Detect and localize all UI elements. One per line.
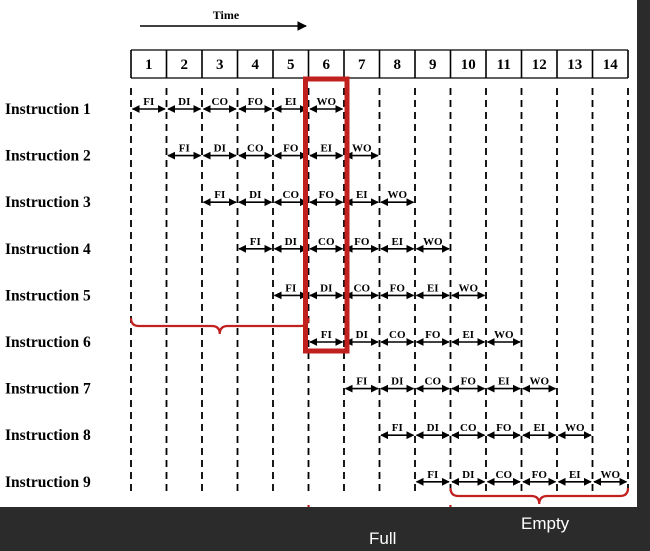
stage-label-wo: WO	[458, 282, 479, 295]
stage-label-ei: EI	[462, 329, 475, 341]
instruction-label: Instruction 9	[5, 473, 91, 491]
fill-phase-brace	[131, 318, 309, 334]
stage-label-fi: FI	[320, 329, 332, 341]
stage-label-di: DI	[355, 329, 368, 341]
cycle-number-13: 13	[567, 57, 583, 73]
stage-label-ei: EI	[391, 235, 404, 248]
stage-label-co: CO	[353, 282, 370, 295]
stage-label-wo: WO	[529, 375, 550, 388]
stage-label-fo: FO	[496, 422, 512, 435]
cycle-number-6: 6	[322, 57, 330, 73]
stage-label-fo: FO	[354, 235, 370, 248]
stage-label-di: DI	[178, 96, 191, 108]
instruction-label: Instruction 4	[5, 240, 91, 258]
stage-label-wo: WO	[564, 422, 585, 435]
empty-caption: Empty	[521, 514, 570, 533]
stage-label-ei: EI	[284, 96, 297, 108]
empty-phase-brace	[451, 488, 629, 504]
instruction-row	[5, 236, 449, 258]
stage-label-fo: FO	[389, 282, 405, 295]
cycle-number-14: 14	[602, 57, 618, 73]
stage-label-ei: EI	[497, 375, 510, 388]
highlight-box	[306, 79, 348, 351]
stage-label-di: DI	[320, 282, 333, 295]
stage-label-ei: EI	[568, 468, 581, 481]
instruction-label: Instruction 3	[5, 194, 91, 212]
time-label: Time	[212, 8, 240, 22]
full-phase-brace	[309, 505, 451, 507]
stage-label-co: CO	[495, 468, 512, 481]
instruction-row	[5, 96, 343, 118]
stage-label-fo: FO	[283, 142, 299, 155]
instruction-label: Instruction 2	[5, 147, 91, 165]
stage-label-ei: EI	[533, 422, 546, 435]
instruction-row	[5, 329, 520, 351]
stage-label-fi: FI	[391, 422, 403, 435]
stage-label-ei: EI	[355, 189, 368, 202]
stage-label-di: DI	[284, 235, 297, 248]
full-caption: Full	[369, 529, 397, 548]
instruction-label: Instruction 1	[5, 101, 91, 118]
stage-label-fo: FO	[318, 189, 334, 202]
instruction-row	[5, 422, 591, 444]
stage-label-di: DI	[249, 189, 262, 202]
instruction-label: Instruction 5	[5, 287, 91, 305]
stage-label-di: DI	[462, 468, 475, 481]
instruction-row	[5, 282, 485, 304]
cycle-number-4: 4	[251, 57, 259, 73]
stage-label-fi: FI	[214, 189, 226, 202]
stage-label-fo: FO	[247, 96, 263, 108]
stage-label-wo: WO	[600, 468, 621, 481]
stage-label-fi: FI	[249, 235, 261, 248]
stage-label-fi: FI	[178, 142, 190, 155]
cycle-number-7: 7	[358, 57, 366, 73]
stage-label-co: CO	[424, 375, 441, 388]
cycle-number-12: 12	[531, 57, 547, 73]
stage-label-fi: FI	[143, 96, 155, 108]
instruction-row	[5, 376, 556, 398]
stage-label-wo: WO	[422, 235, 443, 248]
instruction-label: Instruction 6	[5, 334, 91, 351]
stage-label-fi: FI	[356, 375, 368, 388]
stage-label-fo: FO	[425, 329, 441, 341]
stage-label-co: CO	[389, 329, 406, 341]
stage-label-wo: WO	[351, 142, 372, 155]
stage-label-di: DI	[391, 375, 404, 388]
stage-label-co: CO	[460, 422, 477, 435]
cycle-number-1: 1	[145, 57, 153, 73]
stage-label-ei: EI	[320, 142, 333, 155]
stage-label-wo: WO	[493, 329, 514, 341]
instruction-row	[5, 143, 378, 165]
stage-label-fo: FO	[531, 468, 547, 481]
cycle-number-10: 10	[460, 57, 476, 73]
stage-label-fo: FO	[460, 375, 476, 388]
stage-label-co: CO	[282, 189, 299, 202]
stage-label-wo: WO	[316, 96, 337, 108]
cycle-number-3: 3	[216, 57, 224, 73]
cycle-number-11: 11	[496, 57, 511, 73]
stage-label-wo: WO	[387, 189, 408, 202]
stage-label-fi: FI	[285, 282, 297, 295]
cycle-number-9: 9	[429, 57, 437, 73]
cycle-number-8: 8	[393, 57, 401, 73]
stage-label-di: DI	[213, 142, 226, 155]
instruction-row	[5, 469, 627, 491]
cycle-number-2: 2	[180, 57, 188, 73]
stage-label-di: DI	[426, 422, 439, 435]
instruction-label: Instruction 8	[5, 427, 91, 445]
stage-label-co: CO	[318, 235, 335, 248]
stage-label-co: CO	[247, 142, 264, 155]
cycle-number-5: 5	[287, 57, 295, 73]
stage-label-fi: FI	[427, 468, 439, 481]
stage-label-ei: EI	[426, 282, 439, 295]
instruction-row	[5, 189, 414, 211]
stage-label-co: CO	[211, 96, 228, 108]
instruction-label: Instruction 7	[5, 380, 91, 398]
